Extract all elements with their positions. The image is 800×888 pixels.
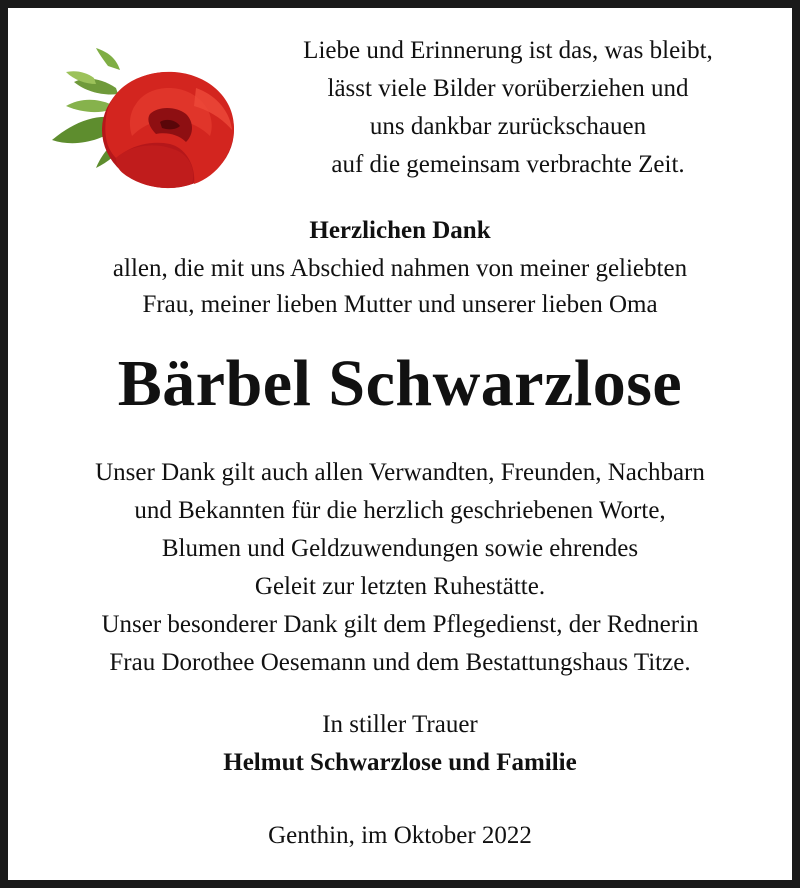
intro-line: allen, die mit uns Abschied nahmen von meiner geliebten: [112, 255, 688, 282]
mourning-label: In stiller Trauer: [322, 711, 478, 738]
red-rose-icon: [46, 48, 242, 198]
poem-line: uns dankbar zurückschauen: [369, 113, 647, 140]
deceased-name: Bärbel Schwarzlose: [117, 347, 683, 420]
mourners-name: Helmut Schwarzlose und Familie: [223, 749, 577, 776]
gratitude-line: und Bekannten für die herzlich geschriebenen Worte,: [134, 497, 666, 524]
gratitude-line: Unser Dank gilt auch allen Verwandten, Freunden, Nachbarn: [95, 459, 705, 486]
gratitude-line: Geleit zur letzten Ruhestätte.: [254, 573, 546, 600]
poem-line: Liebe und Erinnerung ist das, was bleibt,: [303, 37, 713, 64]
poem-line: auf die gemeinsam verbrachte Zeit.: [331, 151, 685, 178]
gratitude-line: Frau Dorothee Oesemann und dem Bestattungshaus Titze.: [109, 649, 691, 676]
place-date: Genthin, im Oktober 2022: [268, 822, 532, 849]
thanks-heading: Herzlichen Dank: [309, 217, 491, 244]
intro-line: Frau, meiner lieben Mutter und unserer lieben Oma: [142, 291, 658, 318]
poem-line: lässt viele Bilder vorüberziehen und: [327, 75, 689, 102]
gratitude-line: Blumen und Geldzuwendungen sowie ehrendes: [161, 535, 639, 562]
gratitude-line: Unser besonderer Dank gilt dem Pflegedienst, der Rednerin: [101, 611, 699, 638]
